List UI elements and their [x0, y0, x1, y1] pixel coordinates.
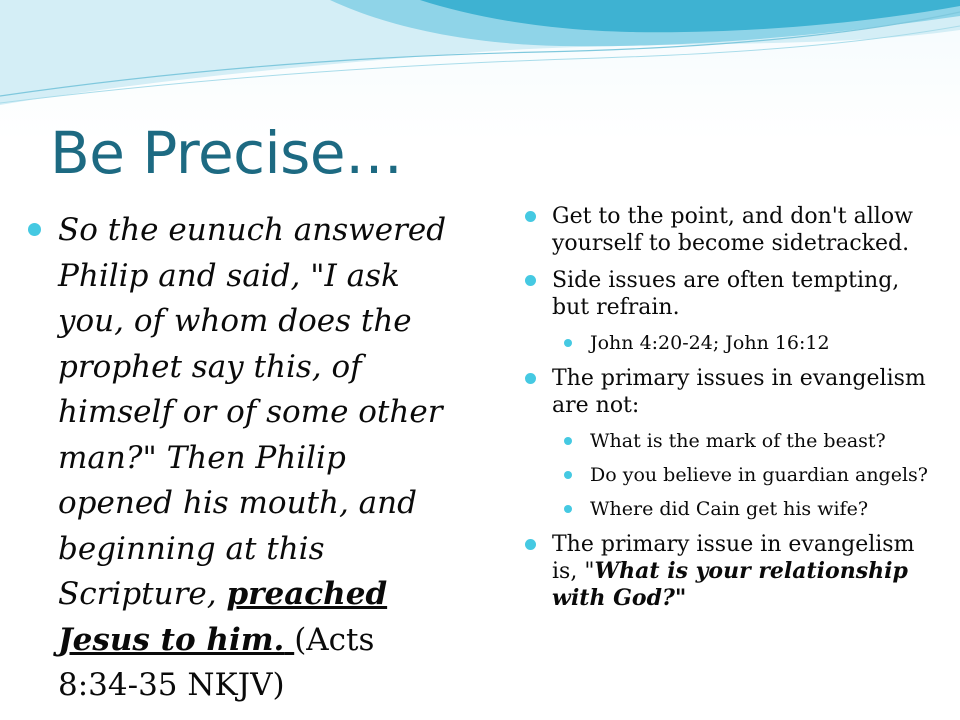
bullet-side-issues — [522, 267, 942, 321]
bullet-dot — [525, 275, 536, 286]
quote-text: So the eunuch answered Philip and said, "I ask you, of whom does the prophet say this, of himself or of some other man?" Then Philip opened his mouth, and beginning at this Scripture, — [58, 212, 447, 612]
bullet-text: Get to the point, and don't allow yourself to become sidetracked. — [552, 204, 913, 256]
scripture-quote-item — [24, 208, 464, 709]
bullet-dot — [525, 211, 536, 222]
sub-bullet-text: What is the mark of the beast? — [590, 430, 886, 452]
bullet-dot — [525, 539, 536, 550]
bullet-emphasis: What is your relationship with God?" — [552, 558, 908, 611]
sub-bullet-dot — [564, 339, 572, 347]
citation: (Acts 8:34-35 NKJV) — [58, 621, 375, 703]
right-column — [522, 203, 942, 622]
quote-emphasis: preached Jesus to him. — [58, 576, 388, 658]
bullet-primary-issue-is — [522, 531, 942, 612]
sub-bullet-cains-wife — [522, 497, 942, 521]
sub-bullet-text: John 4:20-24; John 16:12 — [590, 332, 830, 354]
bullet-dot — [525, 373, 536, 384]
sub-bullet-dot — [564, 471, 572, 479]
header-wave-decoration — [0, 0, 960, 120]
sub-bullet-dot — [564, 437, 572, 445]
sub-bullet-mark-of-beast — [522, 429, 942, 453]
bullet-text: Side issues are often tempting, but refrain. — [552, 268, 900, 320]
bullet-dot — [28, 223, 41, 236]
sub-bullet-text: Where did Cain get his wife? — [590, 498, 869, 520]
bullet-get-to-point — [522, 203, 942, 257]
sub-bullet-guardian-angels — [522, 463, 942, 487]
citation-space — [284, 622, 294, 658]
sub-bullet-dot — [564, 505, 572, 513]
bullet-text: The primary issues in evangelism are not: — [552, 366, 926, 418]
bullet-text: The primary issue in evangelism is, " — [552, 532, 915, 584]
slide-title: Be Precise… — [50, 119, 403, 187]
bullet-primary-issues-not — [522, 365, 942, 419]
sub-bullet-john-refs — [522, 331, 942, 355]
left-column — [24, 208, 464, 709]
sub-bullet-text: Do you believe in guardian angels? — [590, 464, 928, 486]
